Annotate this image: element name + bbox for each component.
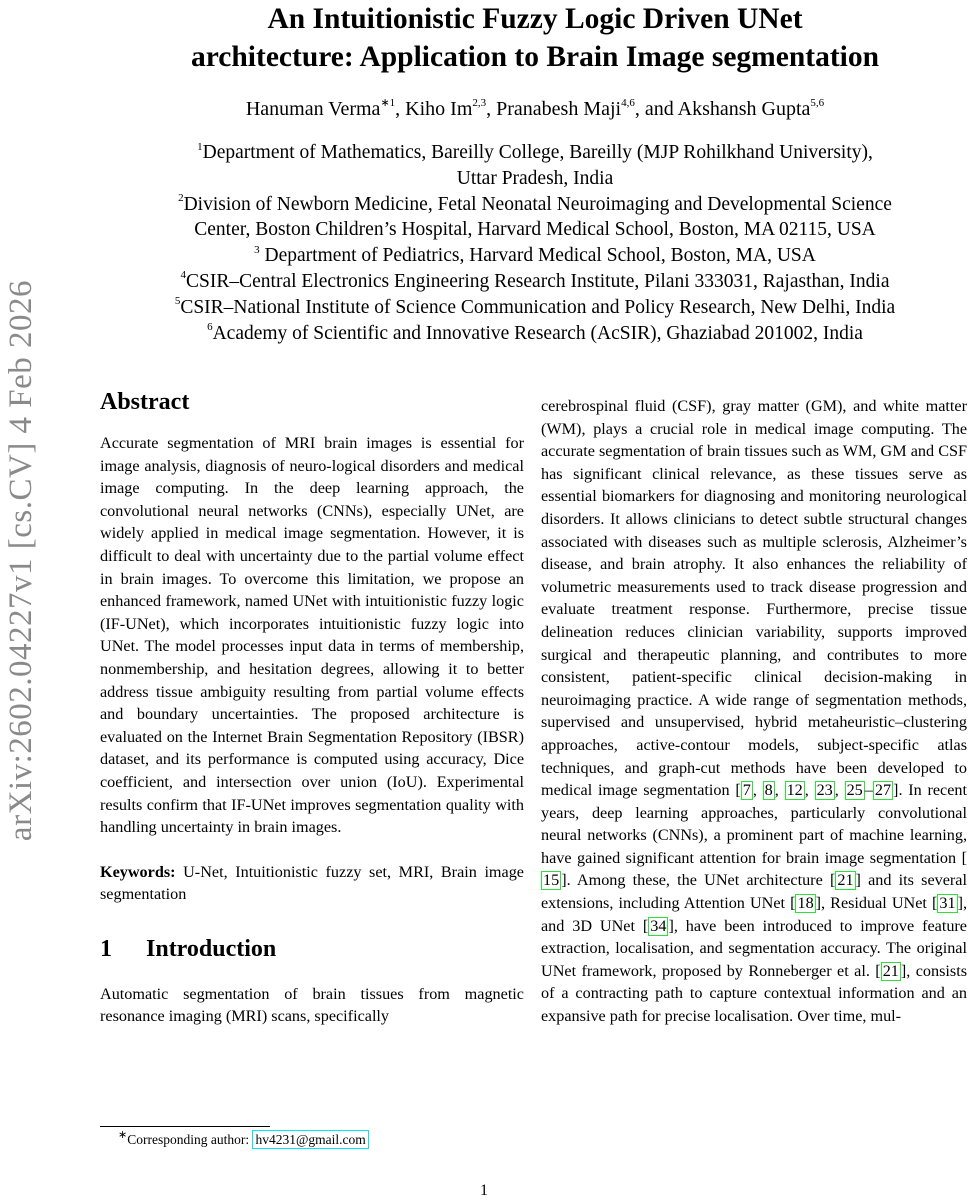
affiliation-text: Center, Boston Children’s Hospital, Harvard Medical School, Boston, MA 02115, USA	[194, 219, 876, 241]
body-text: , Residual UNet	[821, 894, 932, 913]
affiliation-marker: 4	[180, 269, 187, 282]
citation-separator: –	[864, 781, 873, 800]
affiliation-text: Academy of Scientific and Innovative Research (AcSIR), Ghaziabad 201002, India	[212, 322, 863, 344]
citation-link[interactable]: 21	[837, 871, 854, 890]
left-column	[100, 386, 524, 1028]
affiliation-marker: 3	[254, 243, 260, 256]
affiliation-2	[90, 192, 968, 218]
body-text: , consists of a contracting path to capture contextual information and an expansive path for precise localisation. Over time, mul-	[541, 961, 967, 1026]
affiliation-marker: 1	[197, 140, 203, 153]
affiliations	[90, 140, 968, 346]
citation-link[interactable]: 18	[797, 894, 814, 913]
citation-link[interactable]: 21	[882, 961, 899, 980]
affiliation-marker: 5	[174, 295, 181, 308]
keywords	[100, 861, 524, 906]
keywords-text: U-Net, Intuitionistic fuzzy set, MRI, Brain image segmentation	[100, 862, 524, 904]
email-link[interactable]: hv4231@gmail.com	[252, 1130, 368, 1149]
affiliation-1	[90, 140, 968, 166]
abstract-heading: Abstract	[100, 389, 190, 415]
section-heading-introduction	[100, 929, 524, 969]
keywords-label: Keywords:	[100, 862, 176, 881]
affiliation-text: Department of Pediatrics, Harvard Medical School, Boston, MA, USA	[259, 245, 816, 267]
body-text: , and 3D UNet	[541, 894, 967, 935]
affiliation-text: Uttar Pradesh, India	[456, 167, 614, 189]
author-affil-marker: 4,6	[621, 97, 635, 110]
footnote-text: Corresponding author:	[127, 1132, 253, 1147]
affiliation-text: CSIR–Central Electronics Engineering Research Institute, Pilani 333031, Rajasthan, India	[186, 270, 890, 292]
affiliation-text: Division of Newborn Medicine, Fetal Neonatal Neuroimaging and Developmental Science	[183, 193, 892, 215]
affiliation-marker: 6	[207, 321, 213, 334]
citation-separator: ,	[834, 781, 845, 800]
citation-separator: ,	[774, 781, 785, 800]
author-affil-marker: ∗1	[380, 97, 396, 110]
page-number: 1	[480, 1182, 488, 1199]
body-text: . Among these, the UNet architecture	[566, 871, 830, 890]
section-number: 1	[100, 935, 112, 962]
affiliation-6	[90, 321, 968, 347]
citation-link[interactable]: 23	[816, 781, 833, 800]
body-text: . In recent years, deep learning approaches, particularly convolutional neural networks (CNNs), a prominent part of machine learning, have gained significant attention for brain image segmentation	[541, 781, 968, 867]
body-text: , have been introduced to improve feature extraction, localisation, and segmentation accuracy. The original UNet framework, proposed by Ronneberger et al.	[541, 916, 967, 980]
affiliation-text: Department of Mathematics, Bareilly College, Bareilly (MJP Rohilkhand University),	[202, 142, 873, 163]
right-column	[541, 395, 967, 1028]
title-line-2: architecture: Application to Brain Image segmentation	[191, 41, 879, 73]
citation-link[interactable]: 12	[786, 781, 803, 800]
footnote	[118, 1130, 369, 1149]
citation-link[interactable]: 34	[650, 916, 667, 935]
body-text: cerebrospinal fluid (CSF), gray matter (GM), and white matter (WM), plays a crucial role in medical image computing. The accurate segmentation of brain tissues such as WM, GM and CSF has significant clinical relevance, as these tissues serve as essential biomarkers for diagnosing and monitoring neurological disorders. It allows clinicians to detect subtle structural changes associated with diseases such as multiple sclerosis, Alzheimer’s disease, and brain atrophy. It also enhances the reliability of volumetric measurements used to track disease progression and evaluate treatment response. Furthermore, precise tissue delineation reduces clinician variability, supports improved surgical and therapeutic planning, and contributes to more consistent, patient-specific clinical decision-making in neuroimaging practice. A wide range of segmentation methods, supervised and unsupervised, hybrid metaheuristic–clustering approaches, active-contour models, subject-specific atlas techniques, and graph-cut methods have been developed to medical image segmentation	[541, 397, 967, 800]
author-name: Akshansh Gupta	[677, 98, 811, 120]
author-separator: ,	[486, 98, 497, 120]
affiliation-3	[90, 243, 968, 269]
author-name: Hanuman Verma	[245, 98, 381, 120]
title-line-1: An Intuitionistic Fuzzy Logic Driven UNet	[267, 3, 803, 35]
footnote-marker: ∗	[118, 1128, 128, 1141]
affiliation-marker: 2	[178, 192, 184, 205]
section-title: Introduction	[146, 935, 277, 962]
citation-link[interactable]: 25	[846, 781, 863, 800]
affiliation-4	[90, 269, 968, 295]
citation-separator: ,	[804, 781, 815, 800]
author-affil-marker: 5,6	[810, 97, 825, 110]
body-text: and its several extensions, including Attention UNet	[541, 871, 967, 913]
citation-link[interactable]: 8	[764, 781, 773, 800]
arxiv-identifier: arXiv:2602.04227v1 [cs.CV] 4 Feb 2026	[3, 279, 40, 841]
introduction-text-left: Automatic segmentation of brain tissues from magnetic resonance imaging (MRI) scans, specifically	[100, 984, 524, 1026]
author-separator: ,	[395, 98, 406, 120]
affiliation-2-cont	[90, 217, 968, 243]
citation-separator: ,	[752, 781, 763, 800]
citation-link[interactable]: 7	[742, 781, 751, 800]
author-name: Pranabesh Maji	[496, 98, 622, 120]
author-separator: , and	[634, 98, 678, 120]
author-affil-marker: 2,3	[472, 97, 487, 110]
citation-link[interactable]: 31	[939, 894, 956, 913]
citation-link[interactable]: 27	[874, 781, 892, 800]
footnote-divider	[100, 1126, 270, 1127]
arxiv-stamp	[0, 230, 44, 890]
citation-link[interactable]: 15	[543, 871, 560, 890]
author-list	[90, 98, 968, 121]
abstract-text: Accurate segmentation of MRI brain images is essential for image analysis, diagnosis of neuro-logical disorders and medical image computing. In the deep learning approach, the convolutional neural networks (CNNs), especially UNet, are widely applied in medical image segmentation. However, it is difficult to deal with uncertainty due to the partial volume effect in brain images. To overcome this limitation, we propose an enhanced framework, named UNet with intuitionistic fuzzy logic (IF-UNet), which incorporates intuitionistic fuzzy logic into UNet. The model processes input data in terms of membership, nonmembership, and hesitation degrees, allowing it to better address tissue ambiguity resulting from partial volume effects and boundary uncertainties. The proposed architecture is evaluated on the Internet Brain Segmentation Repository (IBSR) dataset, and its performance is computed using accuracy, Dice coefficient, and intersection over union (IoU). Experimental results confirm that IF-UNet improves segmentation quality with handling uncertainty in brain images.	[100, 434, 524, 837]
introduction-text-right: cerebrospinal fluid (CSF), gray matter (GM), and white matter (WM), plays a crucial role in medical image computing. The accurate segmentation of brain tissues such as WM, GM and CSF has significant clinical relevance, as these tissues serve as essential biomarkers for diagnosing and monitoring neurological disorders. It allows clinicians to detect subtle structural changes associated with diseases such as multiple sclerosis, Alzheimer’s disease, and brain atrophy. It also enhances the reliability of volumetric measurements used to track disease progression and evaluate treatment response. Furthermore, precise tissue delineation reduces clinician variability, supports improved surgical and therapeutic planning, and contributes to more consistent, patient-specific clinical decision-making in neuroimaging practice. A wide range of segmentation methods, supervised and unsupervised, hybrid metaheuristic–clustering approaches, active-contour models, subject-specific atlas techniques, and graph-cut methods have been developed to medical image segmentation [ 7 , 8 , 12 , 23 , 25 – 27 ]. In recent years, deep learning approaches, particularly convolutional neural networks (CNNs), a prominent part of machine learning, have gained significant attention for brain image segmentation [15 ]. Among these, the UNet architecture [ 21 ] and its several extensions, including Attention UNet [ 18 ], Residual UNet [ 31 ], and 3D UNet [ 34 ], have been introduced to improve feature extraction, localisation, and segmentation accuracy. The original UNet framework, proposed by Ronneberger et al. [ 21 ], consists of a contracting path to capture contextual information and an expansive path for precise localisation. Over time, mul-	[541, 397, 968, 1026]
paper-title	[90, 0, 968, 76]
affiliation-5	[90, 295, 968, 321]
author-name: Kiho Im	[405, 98, 473, 120]
affiliation-text: CSIR–National Institute of Science Communication and Policy Research, New Delhi, India	[180, 296, 896, 318]
affiliation-1-cont	[90, 166, 968, 192]
